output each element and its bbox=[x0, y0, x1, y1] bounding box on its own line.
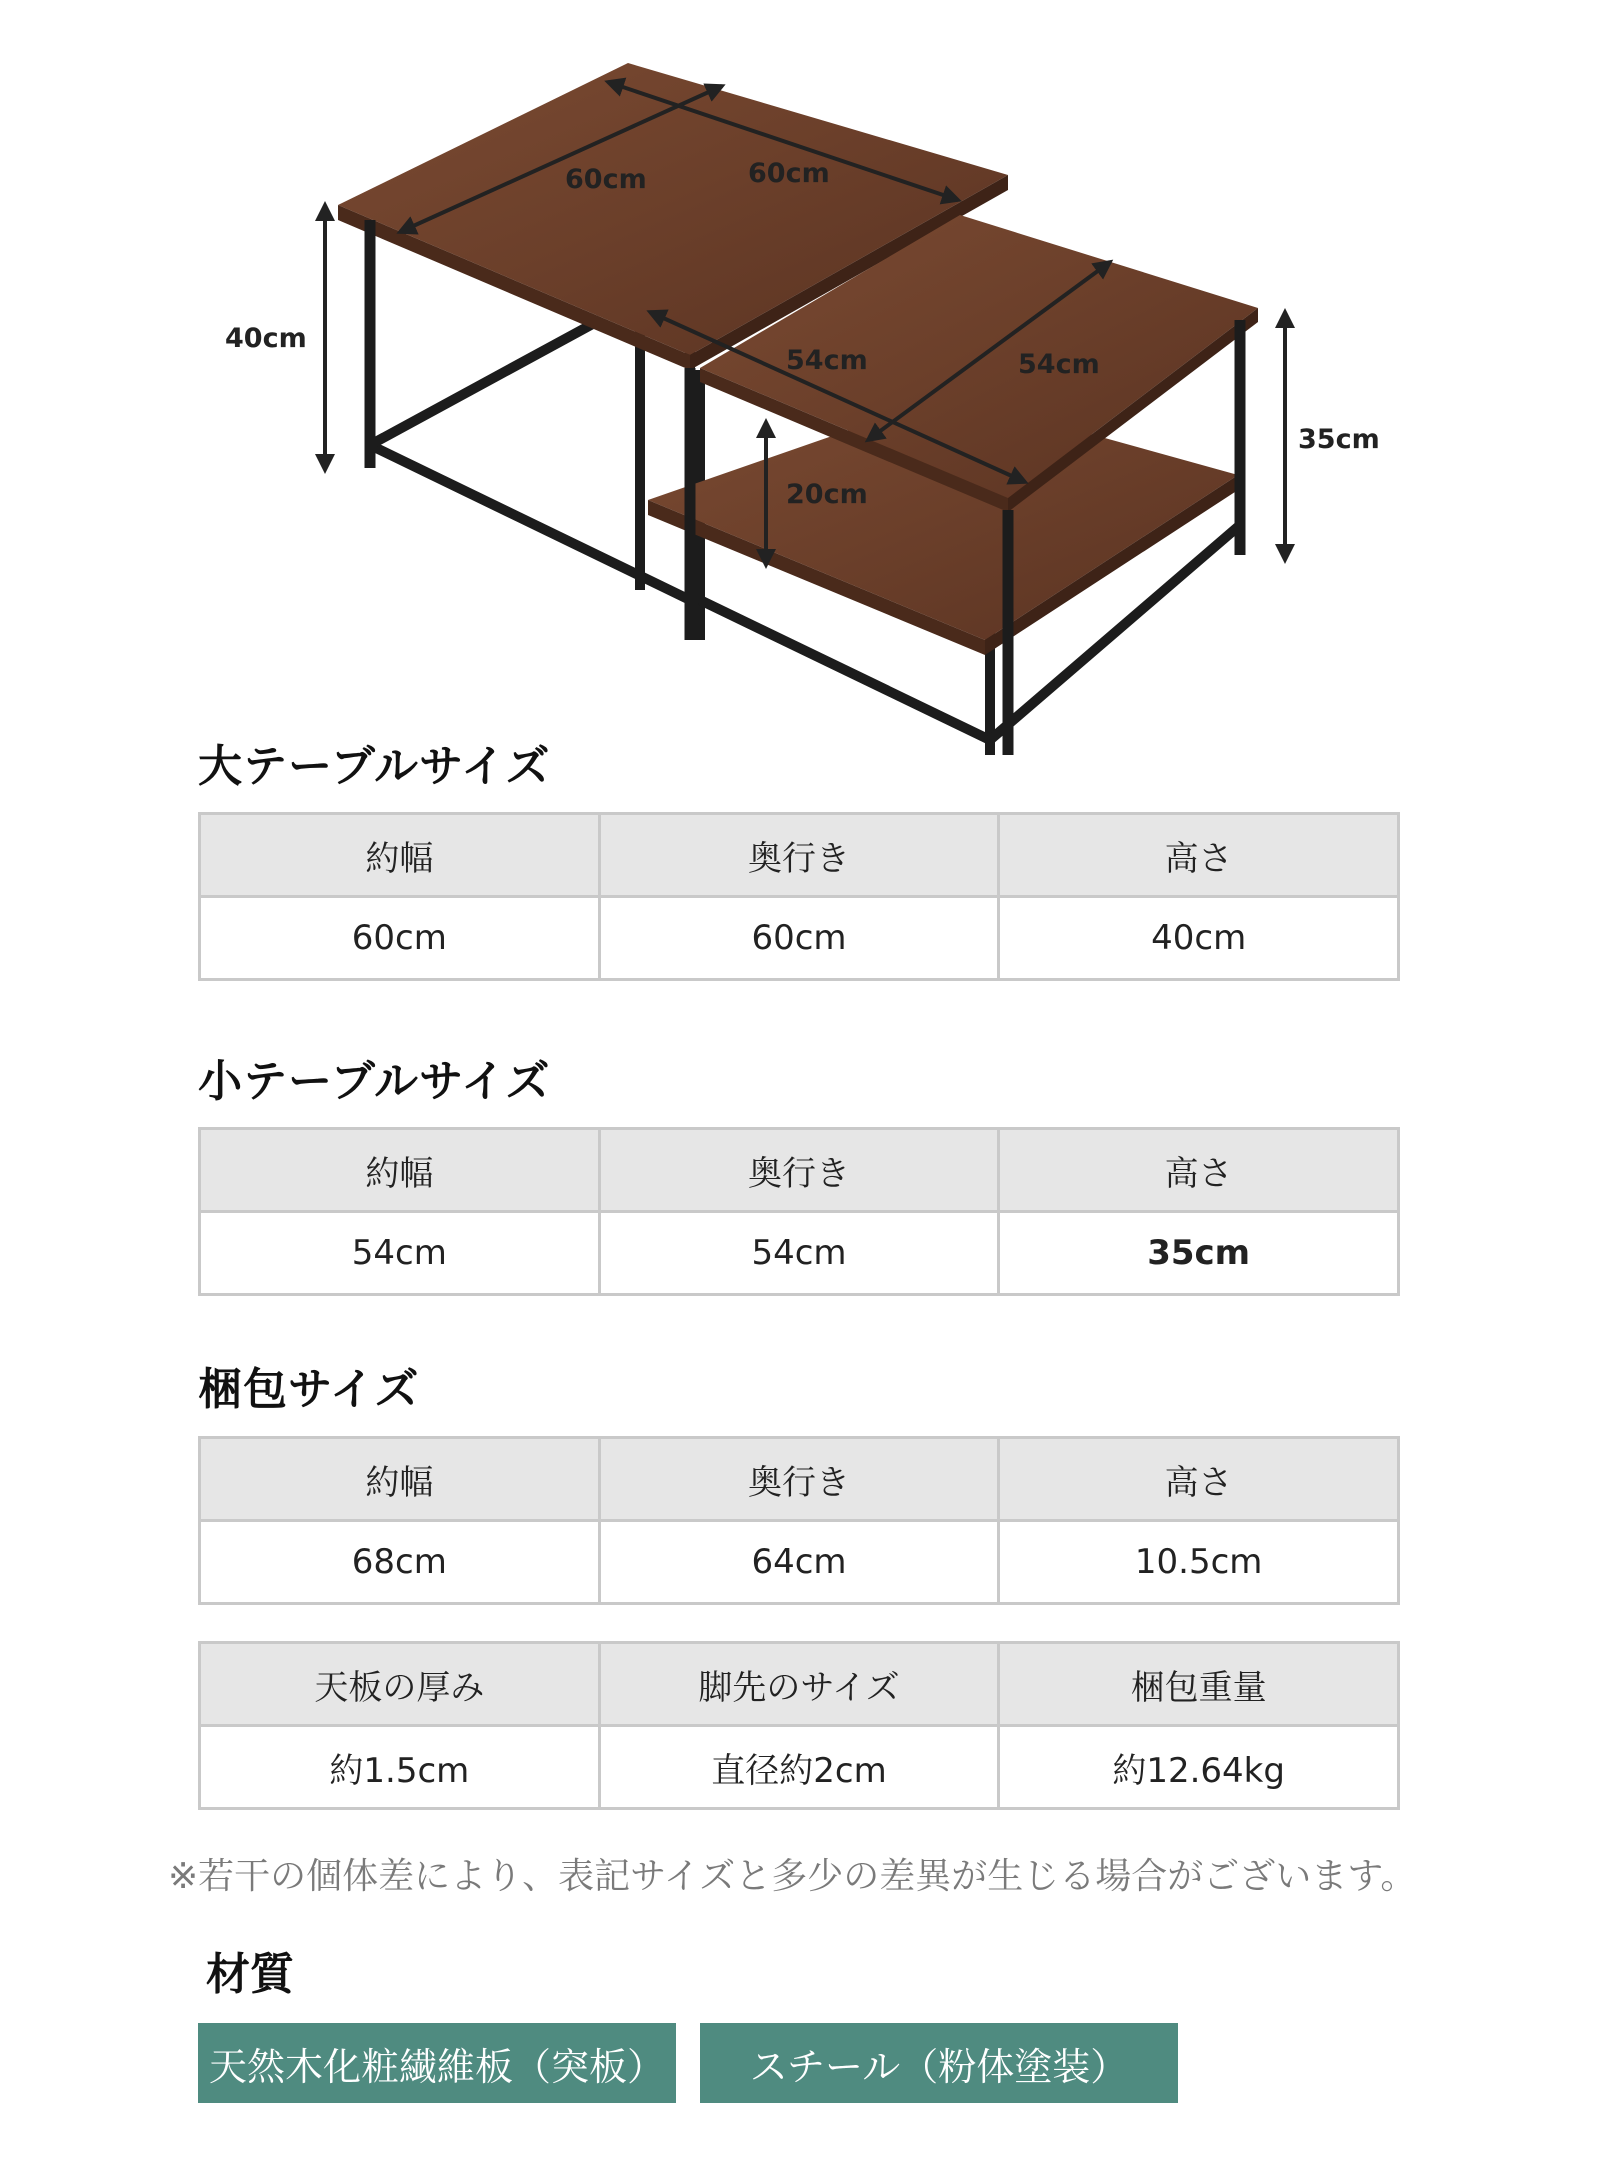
value-top-thickness: 約1.5cm bbox=[200, 1726, 600, 1809]
table-header-row bbox=[200, 1438, 1399, 1521]
small-table-size-title: 小テーブルサイズ bbox=[198, 1056, 551, 1107]
material-title: 材質 bbox=[206, 1949, 294, 2000]
large-depth-label: 60cm bbox=[748, 158, 830, 189]
header-depth: 奥行き bbox=[599, 1129, 999, 1212]
value-height: 35cm bbox=[999, 1212, 1399, 1295]
large-height-label: 40cm bbox=[225, 323, 307, 354]
value-depth: 64cm bbox=[599, 1521, 999, 1604]
header-width: 約幅 bbox=[200, 814, 600, 897]
nesting-table-illustration bbox=[0, 0, 1600, 770]
value-height: 40cm bbox=[999, 897, 1399, 980]
large-table-size-title: 大テーブルサイズ bbox=[198, 741, 551, 792]
value-width: 60cm bbox=[200, 897, 600, 980]
small-depth-label: 54cm bbox=[1018, 349, 1100, 380]
value-depth: 54cm bbox=[599, 1212, 999, 1295]
package-size-title: 梱包サイズ bbox=[198, 1364, 420, 1415]
header-height: 高さ bbox=[999, 1129, 1399, 1212]
material-chip-wood: 天然木化粧繊維板（突板） bbox=[198, 2023, 676, 2103]
extra-spec-table bbox=[198, 1641, 1400, 1810]
header-height: 高さ bbox=[999, 814, 1399, 897]
value-height: 10.5cm bbox=[999, 1521, 1399, 1604]
small-height-label: 35cm bbox=[1298, 424, 1380, 455]
table-row bbox=[200, 1521, 1399, 1604]
large-width-label: 60cm bbox=[565, 164, 647, 195]
value-foot-size: 直径約2cm bbox=[599, 1726, 999, 1809]
header-foot-size: 脚先のサイズ bbox=[599, 1643, 999, 1726]
header-package-weight: 梱包重量 bbox=[999, 1643, 1399, 1726]
header-depth: 奥行き bbox=[599, 1438, 999, 1521]
table-row bbox=[200, 1726, 1399, 1809]
table-row bbox=[200, 897, 1399, 980]
header-width: 約幅 bbox=[200, 1129, 600, 1212]
value-depth: 60cm bbox=[599, 897, 999, 980]
shelf-height-label: 20cm bbox=[786, 479, 868, 510]
table-header-row bbox=[200, 1129, 1399, 1212]
value-width: 54cm bbox=[200, 1212, 600, 1295]
value-width: 68cm bbox=[200, 1521, 600, 1604]
table-row bbox=[200, 1212, 1399, 1295]
table-header-row bbox=[200, 814, 1399, 897]
large-table-size-table bbox=[198, 812, 1400, 981]
material-chip-steel: スチール（粉体塗装） bbox=[700, 2023, 1178, 2103]
header-top-thickness: 天板の厚み bbox=[200, 1643, 600, 1726]
header-depth: 奥行き bbox=[599, 814, 999, 897]
small-table-size-table bbox=[198, 1127, 1400, 1296]
value-package-weight: 約12.64kg bbox=[999, 1726, 1399, 1809]
header-width: 約幅 bbox=[200, 1438, 600, 1521]
small-width-label: 54cm bbox=[786, 345, 868, 376]
package-size-table bbox=[198, 1436, 1400, 1605]
header-height: 高さ bbox=[999, 1438, 1399, 1521]
size-variance-note: ※若干の個体差により、表記サイズと多少の差異が生じる場合がございます。 bbox=[168, 1856, 1417, 1897]
table-header-row bbox=[200, 1643, 1399, 1726]
